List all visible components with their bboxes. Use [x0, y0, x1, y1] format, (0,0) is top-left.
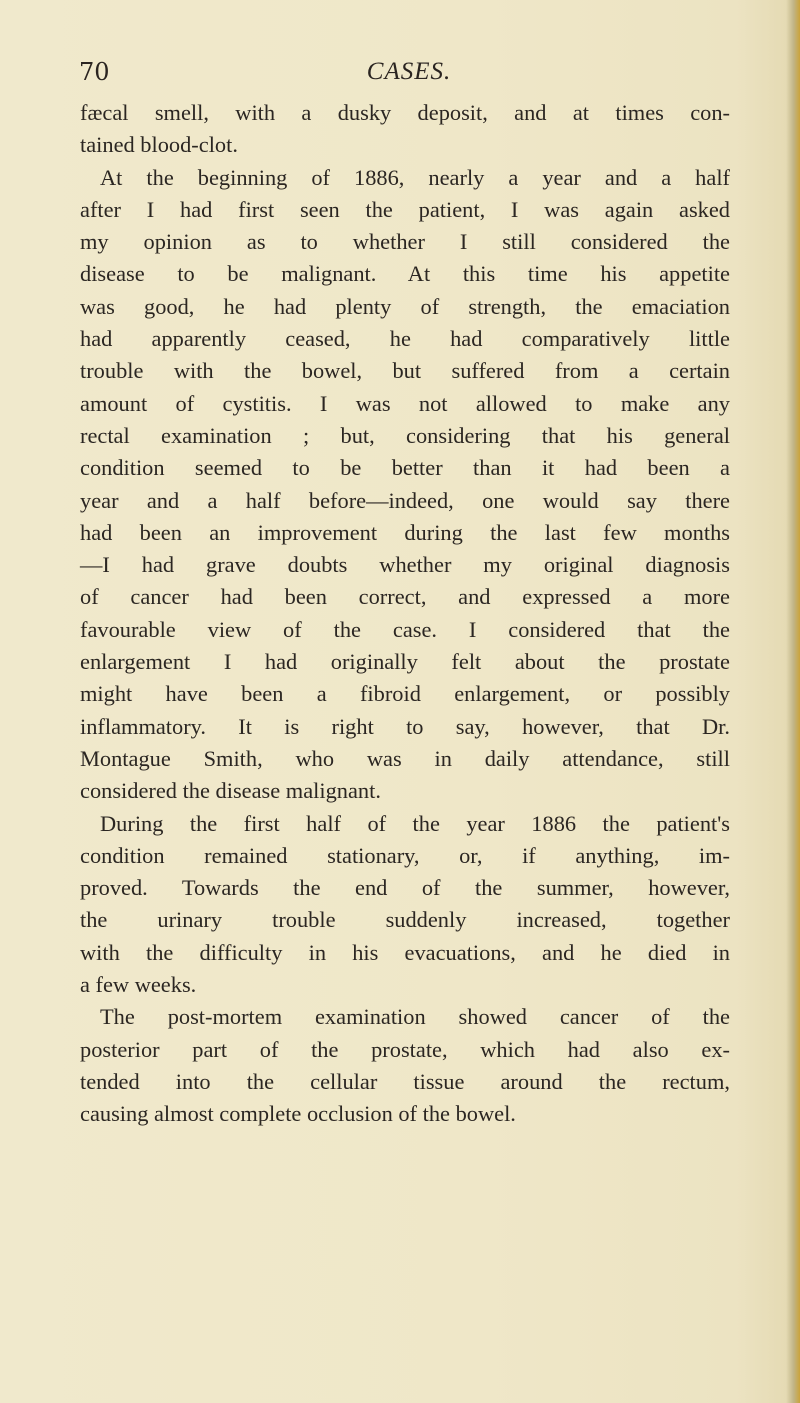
text-line: favourable view of the case. I considered that the [80, 616, 730, 642]
text-line: after I had first seen the patient, I was again asked [80, 196, 730, 222]
text-line: tained blood-clot. [80, 132, 238, 158]
body-text [80, 97, 730, 1131]
text-line: Montague Smith, who was in daily attendance, still [80, 745, 730, 771]
text-line: condition seemed to be better than it had been a [80, 455, 730, 481]
text-line: causing almost complete occlusion of the bowel. [80, 1101, 516, 1127]
text-line: rectal examination ; but, considering that his general [80, 422, 730, 448]
text-line: inflammatory. It is right to say, however, that Dr. [80, 713, 730, 739]
text-line: condition remained stationary, or, if anything, im- [80, 842, 730, 868]
text-line: disease to be malignant. At this time his appetite [80, 261, 730, 287]
text-line: trouble with the bowel, but suffered from a certain [80, 358, 730, 384]
text-line: fæcal smell, with a dusky deposit, and at times con- [80, 100, 730, 125]
text-line: During the first half of the year 1886 the patient's [100, 810, 730, 836]
page-edge [786, 0, 800, 1403]
page-header [79, 58, 739, 98]
running-title: CASES. [366, 58, 452, 85]
text-line: amount of cystitis. I was not allowed to make any [80, 390, 730, 416]
text-line: a few weeks. [80, 972, 197, 998]
text-line: posterior part of the prostate, which had also ex- [80, 1036, 730, 1062]
text-line: tended into the cellular tissue around the rectum, [80, 1068, 730, 1094]
text-line: had apparently ceased, he had comparatively little [80, 326, 730, 352]
text-line: The post-mortem examination showed cancer of the [100, 1004, 730, 1030]
text-line: the urinary trouble suddenly increased, together [80, 907, 730, 933]
page-number: 70 [79, 58, 110, 86]
text-line: —I had grave doubts whether my original diagnosis [80, 552, 730, 578]
text-line: with the difficulty in his evacuations, and he died in [80, 939, 730, 965]
text-line: proved. Towards the end of the summer, however, [80, 875, 730, 901]
text-line: might have been a fibroid enlargement, or possibly [80, 681, 730, 707]
text-line: At the beginning of 1886, nearly a year and a half [100, 164, 730, 190]
text-line: had been an improvement during the last few months [80, 519, 730, 545]
text-line: considered the disease malignant. [80, 778, 381, 804]
text-line: enlargement I had originally felt about the prostate [80, 649, 730, 675]
text-line: my opinion as to whether I still considered the [80, 229, 730, 255]
text-line: was good, he had plenty of strength, the emaciation [80, 293, 730, 319]
text-line: year and a half before—indeed, one would say there [80, 487, 730, 513]
text-line: of cancer had been correct, and expressed a more [80, 584, 730, 610]
